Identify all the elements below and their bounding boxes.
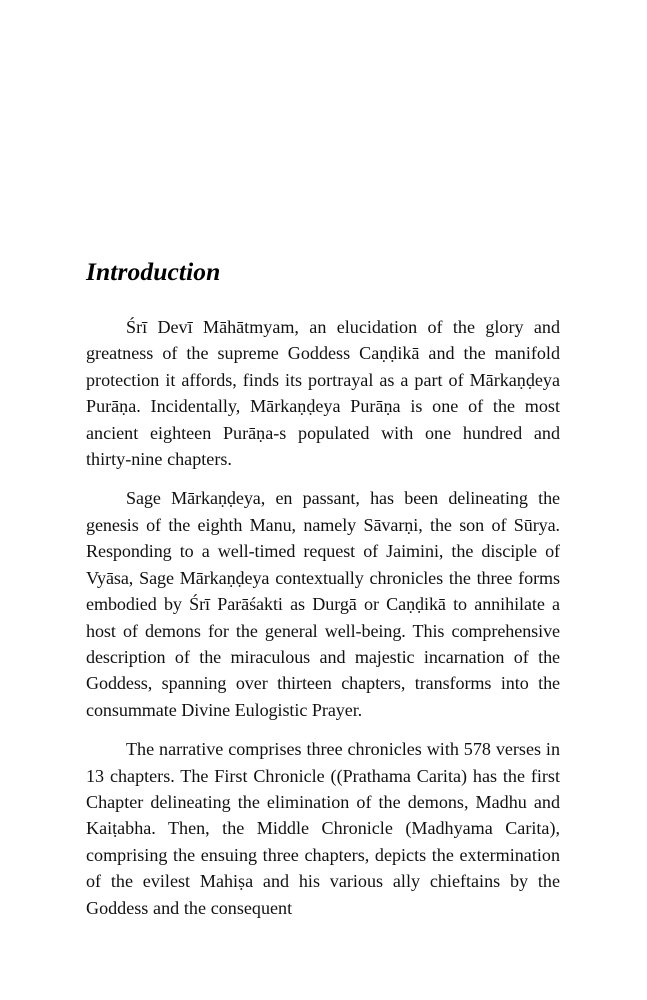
page-title: Introduction (86, 257, 221, 286)
page-text-column (86, 258, 560, 921)
body-paragraph-2: Sage Mārkaṇḍeya, en passant, has been delineating the genesis of the eighth Manu, namely Sāvarṇi, the son of Sūrya. Responding to a well-timed request of Jaimini, the disciple of Vyāsa, Sage Mārkaṇḍeya contextually chronicles the three forms embodied by Śrī Parāśakti as Durgā or Caṇḍikā to annihilate a host of demons for the general well-being. This comprehensive description of the miraculous and majestic incarnation of the Goddess, spanning over thirteen chapters, transforms into the consummate Divine Eulogistic Prayer. (86, 488, 560, 720)
body-paragraph-3: The narrative comprises three chronicles with 578 verses in 13 chapters. The First Chronicle ((Prathama Carita) has the first Chapter delineating the elimination of the demons, Madhu and Kaiṭabha. Then, the Middle Chronicle (Madhyama Carita), comprising the ensuing three chapters, depicts the extermination of the evilest Mahiṣa and his various ally chieftains by the Goddess and the consequent (86, 739, 560, 918)
body-paragraph-1: Śrī Devī Māhātmyam, an elucidation of the glory and greatness of the supreme Goddess Caṇḍikā and the manifold protection it affords, finds its portrayal as a part of Mārkaṇḍeya Purāṇa. Incidentally, Mārkaṇḍeya Purāṇa is one of the most ancient eighteen Purāṇa-s populated with one hundred and thirty-nine chapters. (86, 317, 560, 470)
